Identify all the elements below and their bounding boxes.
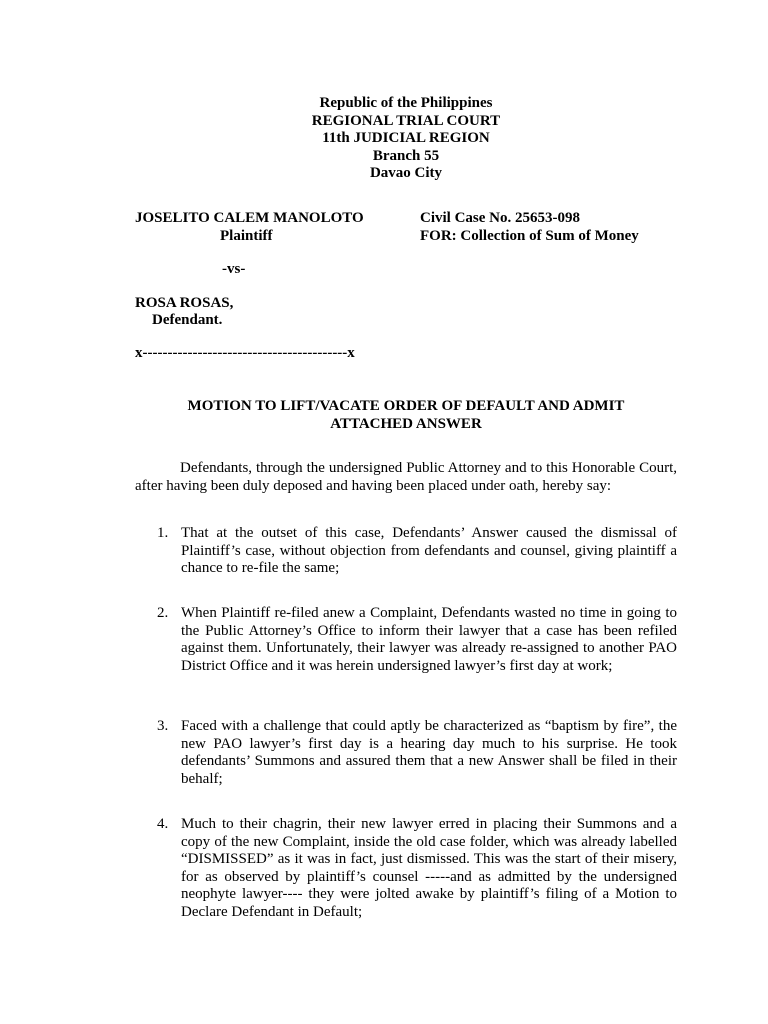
court-line-city: Davao City	[369, 165, 443, 181]
court-line-rtc: REGIONAL TRIAL COURT	[311, 112, 501, 129]
allegation-text: When Plaintiff re-filed anew a Complaint, Defendants wasted no time in going to the Public Attorney’s Office to inform their lawyer that a case has been refiled against them. Unfortunately, their lawyer was already re-assigned to another PAO District Office and it was herein undersigned lawyer’s first day at work;	[181, 605, 677, 674]
court-line-republic: Republic of the Philippines	[319, 95, 493, 111]
allegation-item	[157, 816, 677, 921]
allegation-item	[157, 525, 677, 578]
intro-paragraph: Defendants, through the undersigned Public Attorney and to this Honorable Court, after having been duly deposed and having been placed under oath, hereby say:	[135, 460, 677, 494]
plaintiff-role: Plaintiff	[220, 228, 273, 244]
defendant-name: ROSA ROSAS,	[135, 295, 234, 311]
allegation-text: Faced with a challenge that could aptly be characterized as “baptism by fire”, the new PAO lawyer’s first day is a hearing day much to his surprise. He took defendants’ Summons and assured them that a new Answer shall be filed in their behalf;	[181, 718, 677, 787]
allegation-item	[157, 718, 677, 788]
allegation-number: 1.	[157, 525, 169, 541]
court-line-branch: Branch 55	[372, 147, 440, 164]
case-number: Civil Case No. 25653-098	[420, 210, 580, 226]
allegation-text: Much to their chagrin, their new lawyer erred in placing their Summons and a copy of the new Complaint, inside the old case folder, which was already labelled “DISMISSED” as it was in fact, just dismissed. This was the start of their misery, for as observed by plaintiff’s counsel -----and as admitted by the undersigned neophyte lawyer---- they were jolted awake by plaintiff’s filing of a Motion to Declare Defendant in Default;	[181, 816, 677, 920]
defendant-role: Defendant.	[152, 312, 223, 328]
plaintiff-name: JOSELITO CALEM MANOLOTO	[135, 210, 364, 226]
versus-label: -vs-	[222, 261, 246, 277]
case-nature: FOR: Collection of Sum of Money	[420, 228, 639, 244]
court-line-region: 11th JUDICIAL REGION	[322, 130, 490, 146]
caption-separator: x-----------------------------------------x	[135, 345, 355, 361]
motion-title-line-1: MOTION TO LIFT/VACATE ORDER OF DEFAULT AND ADMIT	[187, 398, 625, 414]
allegation-number: 2.	[157, 605, 169, 621]
allegation-item	[157, 605, 677, 675]
motion-title-line-2: ATTACHED ANSWER	[330, 415, 482, 432]
allegation-number: 4.	[157, 816, 169, 832]
allegation-text: That at the outset of this case, Defendants’ Answer caused the dismissal of Plaintiff’s case, without objection from defendants and counsel, giving plaintiff a chance to re-file the same;	[181, 525, 677, 576]
allegation-number: 3.	[157, 718, 169, 734]
